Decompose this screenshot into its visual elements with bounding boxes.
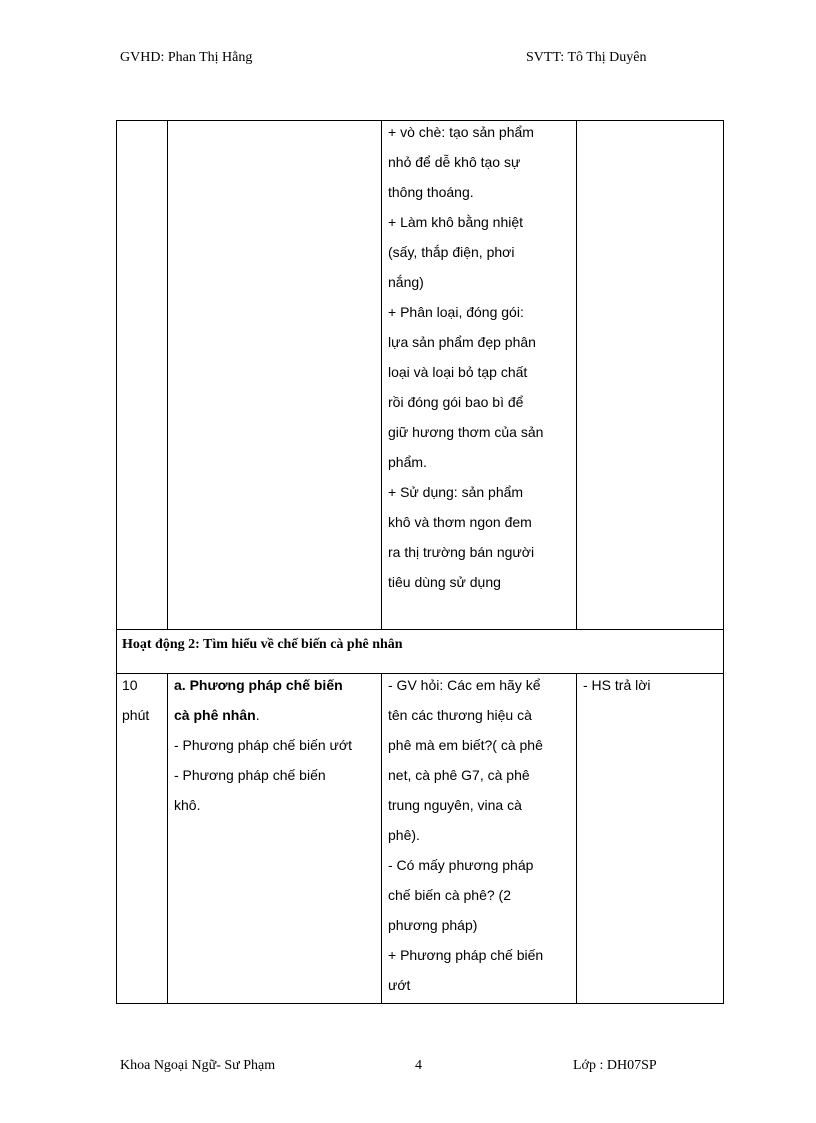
cell-line: khô.	[174, 797, 201, 813]
section-title-line	[174, 700, 352, 730]
cell-line: phê).	[388, 827, 420, 843]
cell-line: + vò chè: tạo sản phẩm	[388, 124, 534, 140]
cell-line: tên các thương hiệu cà	[388, 707, 532, 723]
cell-line: chế biến cà phê? (2	[388, 887, 511, 903]
cell-line: 10	[122, 677, 138, 693]
faculty-label: Khoa Ngoại Ngữ- Sư Phạm	[120, 1058, 276, 1073]
cell-line: lựa sản phẩm đẹp phân	[388, 334, 536, 350]
table-divider	[116, 629, 724, 630]
cell-line: + Phương pháp chế biến	[388, 947, 544, 963]
section-title-period: .	[255, 707, 260, 723]
class-label: Lớp : DH07SP	[573, 1058, 657, 1073]
cell-line: phút	[122, 707, 150, 723]
cell-line: khô và thơm ngon đem	[388, 514, 532, 530]
cell-line: giữ hương thơm của sản	[388, 424, 544, 440]
column-divider	[167, 673, 168, 1004]
cell-line: phẩm.	[388, 454, 427, 470]
cell-line: nắng)	[388, 274, 424, 290]
table-cell-teacher-activity	[388, 670, 543, 1000]
cell-line: + Sử dụng: sản phẩm	[388, 484, 524, 500]
cell-line: net, cà phê G7, cà phê	[388, 767, 530, 783]
column-divider	[381, 673, 382, 1004]
page-number: 4	[415, 1058, 422, 1073]
section-title-line: a. Phương pháp chế biến	[174, 677, 343, 693]
table-border-bottom	[116, 1003, 724, 1004]
lesson-table	[116, 120, 724, 1004]
cell-line: nhỏ để dễ khô tạo sự	[388, 154, 521, 170]
cell-line: loại và loại bỏ tạp chất	[388, 364, 528, 380]
column-divider	[167, 120, 168, 630]
table-cell-time	[122, 670, 149, 730]
cell-line: phương pháp)	[388, 917, 478, 933]
activity-heading: Hoạt động 2: Tìm hiểu về chế biến cà phê nhân	[122, 637, 403, 652]
cell-line: + Phân loại, đóng gói:	[388, 304, 524, 320]
table-cell-student-activity	[583, 670, 651, 700]
table-border-right	[723, 120, 724, 1004]
student-label: SVTT: Tô Thị Duyên	[526, 50, 647, 65]
cell-line: rồi đóng gói bao bì để	[388, 394, 524, 410]
instructor-label: GVHD: Phan Thị Hằng	[120, 50, 253, 65]
cell-line: - Phương pháp chế biến	[174, 767, 326, 783]
cell-line: + Làm khô bằng nhiệt	[388, 214, 524, 230]
table-cell-activity-steps	[388, 117, 543, 597]
cell-line: tiêu dùng sử dụng	[388, 574, 501, 590]
cell-line: ra thị trường bán người	[388, 544, 535, 560]
cell-line: - HS trả lời	[583, 677, 651, 693]
cell-line: (sấy, thắp điện, phơi	[388, 244, 515, 260]
cell-line: - GV hỏi: Các em hãy kể	[388, 677, 541, 693]
table-border-left	[116, 120, 117, 1004]
column-divider	[381, 120, 382, 630]
cell-line: phê mà em biết?( cà phê	[388, 737, 543, 753]
cell-line: thông thoáng.	[388, 184, 474, 200]
section-title-text: cà phê nhân	[174, 707, 256, 723]
cell-line: trung nguyên, vina cà	[388, 797, 522, 813]
cell-line: - Phương pháp chế biến ướt	[174, 737, 352, 753]
cell-line: - Có mấy phương pháp	[388, 857, 534, 873]
table-cell-content	[174, 670, 352, 820]
column-divider	[576, 120, 577, 630]
column-divider	[576, 673, 577, 1004]
cell-line: ướt	[388, 977, 411, 993]
